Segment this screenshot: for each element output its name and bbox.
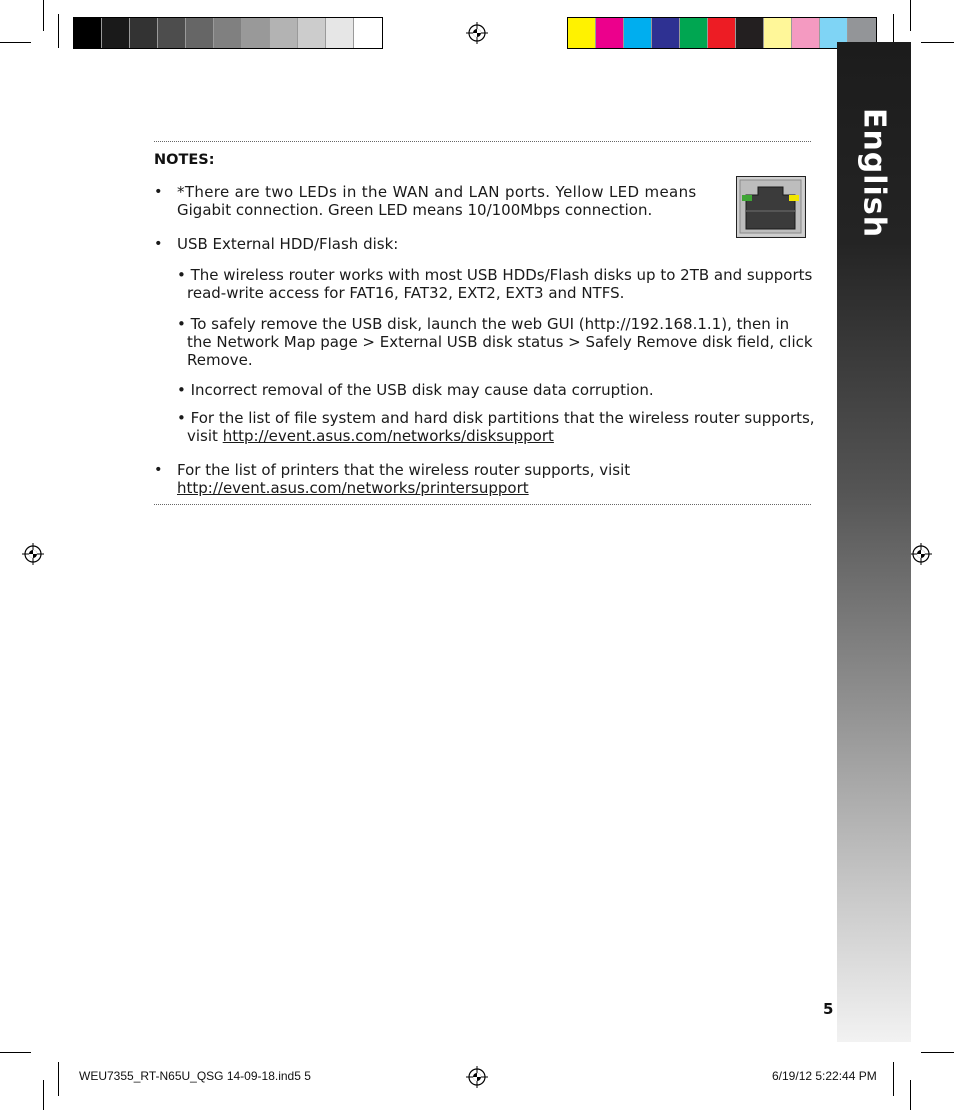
crop-mark xyxy=(921,42,954,43)
crop-mark xyxy=(43,1080,44,1110)
usb-point-2-line-2: the Network Map page > External USB disk status > Safely Remove disk field, click xyxy=(187,333,813,351)
crop-mark xyxy=(43,0,44,31)
crop-mark xyxy=(893,1062,894,1096)
bullet-led-note: • xyxy=(154,184,163,200)
color-swatch xyxy=(792,18,820,48)
color-swatch xyxy=(242,18,270,48)
color-swatch xyxy=(568,18,596,48)
crop-mark xyxy=(910,0,911,31)
color-swatch xyxy=(298,18,326,48)
color-swatch xyxy=(624,18,652,48)
footer-timestamp: 6/19/12 5:22:44 PM xyxy=(772,1069,877,1083)
crop-mark xyxy=(0,42,31,43)
notes-top-divider xyxy=(154,141,811,142)
usb-point-1-line-1: • The wireless router works with most USB HDDs/Flash disks up to 2TB and supports xyxy=(177,266,813,284)
visit-text: visit xyxy=(187,427,223,445)
ethernet-port-icon xyxy=(737,177,804,236)
color-swatch xyxy=(708,18,736,48)
disk-support-line xyxy=(187,427,554,445)
crop-mark xyxy=(58,1062,59,1096)
grayscale-color-bar xyxy=(73,17,383,49)
printer-note: For the list of printers that the wireless router supports, visit xyxy=(177,461,631,479)
crop-mark xyxy=(921,1052,954,1053)
usb-point-4-line-1: • For the list of file system and hard disk partitions that the wireless router supports, xyxy=(177,409,815,427)
registration-mark-icon xyxy=(466,1066,488,1088)
color-swatch xyxy=(680,18,708,48)
color-swatch xyxy=(764,18,792,48)
color-swatch xyxy=(214,18,242,48)
color-swatch xyxy=(130,18,158,48)
footer-file-info: WEU7355_RT-N65U_QSG 14-09-18.ind5 5 xyxy=(79,1069,311,1083)
disk-support-link[interactable]: http://event.asus.com/networks/disksupport xyxy=(222,427,554,445)
usb-point-2-line-3: Remove. xyxy=(187,351,253,369)
process-color-bar xyxy=(567,17,877,49)
color-swatch xyxy=(326,18,354,48)
registration-mark-icon xyxy=(22,543,44,565)
color-swatch xyxy=(74,18,102,48)
color-swatch xyxy=(596,18,624,48)
registration-mark-icon xyxy=(910,543,932,565)
color-swatch xyxy=(186,18,214,48)
color-swatch xyxy=(736,18,764,48)
notes-title: NOTES: xyxy=(154,152,215,168)
notes-bottom-divider xyxy=(154,504,811,505)
crop-mark xyxy=(910,1080,911,1110)
usb-point-1-line-2: read-write access for FAT16, FAT32, EXT2, EXT3 and NTFS. xyxy=(187,284,625,302)
color-swatch xyxy=(354,18,382,48)
crop-mark xyxy=(0,1052,31,1053)
registration-mark-icon xyxy=(466,22,488,44)
language-tab-label: English xyxy=(856,107,892,239)
color-swatch xyxy=(270,18,298,48)
color-swatch xyxy=(652,18,680,48)
ethernet-port-illustration xyxy=(736,176,806,238)
crop-mark xyxy=(58,14,59,48)
printer-support-link[interactable]: http://event.asus.com/networks/printersupport xyxy=(177,479,529,497)
usb-heading: USB External HDD/Flash disk: xyxy=(177,235,399,253)
led-note-line-2: Gigabit connection. Green LED means 10/100Mbps connection. xyxy=(177,201,653,219)
bullet-usb: • xyxy=(154,236,163,252)
led-note-line-1: *There are two LEDs in the WAN and LAN ports. Yellow LED means xyxy=(177,183,697,201)
usb-point-2-line-1: • To safely remove the USB disk, launch the web GUI (http://192.168.1.1), then in xyxy=(177,315,790,333)
usb-point-3-line-1: • Incorrect removal of the USB disk may cause data corruption. xyxy=(177,381,654,399)
bullet-printer: • xyxy=(154,462,163,478)
color-swatch xyxy=(102,18,130,48)
color-swatch xyxy=(158,18,186,48)
page-number: 5 xyxy=(823,1000,834,1018)
